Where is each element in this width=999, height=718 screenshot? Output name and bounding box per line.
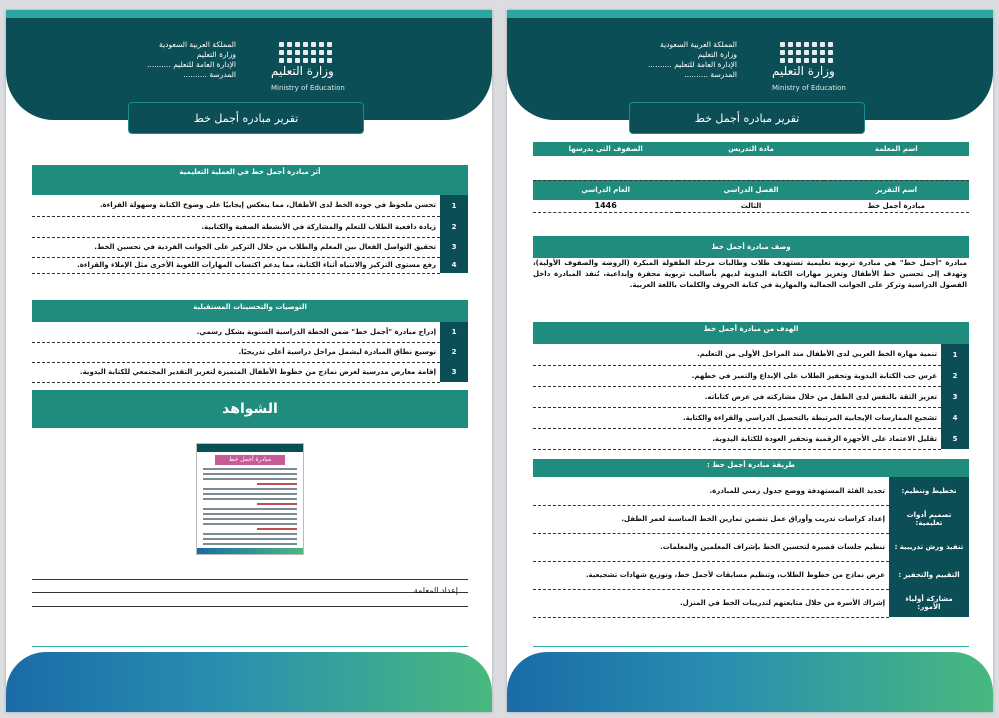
row-number: 4	[941, 407, 969, 428]
logo-dots-icon	[780, 42, 833, 63]
school-line: المدرسة ..........	[684, 70, 737, 79]
subject-value	[678, 156, 823, 180]
row-text: رفع مستوى التركيز والانتباه أثناء الكتابة، مما يدعم اكتساب المهارات اللغوية الأخرى مثل الإملاء والقراءة.	[32, 257, 440, 273]
ministry-logo	[772, 42, 862, 100]
logo-arabic-text: وزارة التعليم	[271, 64, 334, 78]
teacher-name-value	[824, 156, 969, 180]
row-text: إقامة معارض مدرسية لعرض نماذج من خطوط الأطفال المتميزة لتعزيز التقدير المجتمعي للكتابة اليدوية.	[32, 362, 440, 382]
row-number: 1	[941, 344, 969, 365]
directorate-line: الإدارة العامة للتعليم ..........	[146, 60, 236, 69]
row-text: غرس حب الكتابة اليدوية وتحفيز الطلاب على الإبداع والتميز في خطهم.	[533, 365, 941, 386]
row-text: تعزيز الثقة بالنفس لدى الطفل من خلال مشاركته في عرض كتاباته.	[533, 386, 941, 407]
table-row	[32, 195, 468, 216]
directorate-line: الإدارة العامة للتعليم ..........	[647, 60, 737, 69]
school-line: المدرسة ..........	[183, 70, 236, 79]
method-text: إشراك الأسرة من خلال متابعتهم لتدريبات الخط في المنزل.	[533, 589, 889, 617]
table-row	[32, 362, 468, 382]
recommendations-heading: التوصيات والتحسينات المستقبلية	[32, 300, 468, 314]
method-text: تحديد الفئة المستهدفة ووضع جدول زمني للمبادرة.	[533, 477, 889, 505]
row-number: 2	[941, 365, 969, 386]
teacher-name-label: اسم المعلمة	[824, 142, 969, 156]
row-text: تقليل الاعتماد على الأجهزة الرقمية وتحفيز العودة للكتابة اليدوية.	[533, 428, 941, 449]
row-number: 2	[440, 216, 468, 237]
table-row	[32, 257, 468, 273]
table-row	[533, 344, 969, 365]
table-row	[533, 533, 969, 561]
evidence-thumbnail[interactable]	[196, 443, 304, 555]
method-text: عرض نماذج من خطوط الطلاب، وتنظيم مسابقات لأجمل خط، وتوزيع شهادات تشجيعية.	[533, 561, 889, 589]
kingdom-info	[637, 40, 737, 80]
kingdom-info	[136, 40, 236, 80]
method-text: إعداد كراسات تدريب وأوراق عمل تتضمن تمارين الخط المناسبة لعمر الطفل.	[533, 505, 889, 533]
header-accent-line	[507, 10, 993, 18]
row-number: 1	[440, 195, 468, 216]
report-title: تقرير مبادره أجمل خط	[629, 102, 865, 134]
row-text: تحقيق التواصل الفعال بين المعلم والطلاب من خلال التركيز على الجوانب الفردية في تحسين الخط.	[32, 237, 440, 257]
table-row	[32, 342, 468, 362]
table-row	[533, 428, 969, 449]
ministry-line: وزارة التعليم	[697, 50, 737, 59]
report-page-left	[6, 10, 492, 712]
subject-label: مادة التدريس	[678, 142, 823, 156]
logo-english-text: Ministry of Education	[772, 84, 846, 92]
method-label: التقييم والتحفيز :	[889, 561, 969, 589]
prepared-by-label: إعداد المعلمة	[413, 586, 458, 595]
page-footer	[507, 652, 993, 712]
table-row	[533, 561, 969, 589]
method-heading: طريقة مبادرة أجمل خط :	[533, 459, 969, 471]
ministry-logo	[271, 42, 361, 100]
logo-dots-icon	[279, 42, 332, 63]
row-text: تحسن ملحوظ في جودة الخط لدى الأطفال، مما ينعكس إيجابيًا على وضوح الكتابة وسهولة القراءة.	[32, 195, 440, 216]
logo-arabic-text: وزارة التعليم	[772, 64, 835, 78]
description-heading: وصف مبادرة أجمل خط	[533, 236, 969, 258]
row-number: 2	[440, 342, 468, 362]
row-text: توسيع نطاق المبادرة ليشمل مراحل دراسية أعلى تدريجيًا.	[32, 342, 440, 362]
table-row	[32, 237, 468, 257]
method-label: تخطيط وتنظيم:	[889, 477, 969, 505]
method-text: تنظيم جلسات قصيرة لتحسين الخط بإشراف المعلمين والمعلمات.	[533, 533, 889, 561]
semester-value: الثالث	[678, 200, 823, 212]
page-footer	[6, 652, 492, 712]
row-number: 4	[440, 257, 468, 273]
impact-heading: أثر مبادرة أجمل خط في العملية التعليمية	[32, 165, 468, 179]
table-row	[533, 407, 969, 428]
goals-heading: الهدف من مبادرة أجمل خط	[533, 322, 969, 336]
row-number: 3	[440, 362, 468, 382]
report-title: تقرير مبادره أجمل خط	[128, 102, 364, 134]
report-info-table	[533, 142, 969, 213]
row-number: 3	[440, 237, 468, 257]
row-number: 5	[941, 428, 969, 449]
logo-english-text: Ministry of Education	[271, 84, 345, 92]
thumbnail-title: مبادرة أجمل خط	[215, 455, 285, 465]
header-accent-line	[6, 10, 492, 18]
method-table	[533, 459, 969, 618]
row-text: تنمية مهارة الخط العربي لدى الأطفال منذ المراحل الأولى من التعليم.	[533, 344, 941, 365]
description-text: مبادرة "أجمل خط" هي مبادرة تربوية تعليمية تستهدف طلاب وطالبات مرحلة الطفولة المبكرة (الروضة والصفوف الأولية)، وتهدف إلى تحسين خط الأطفال وتعزيز مهارات الكتابة اليدوية لديهم بأساليب تربوية محفزة وإبداعية، تُنفذ المبادرة داخل الفصول الدراسية وتركز على الجوانب الجمالية والمهارية في كتابة الحروف والكلمات باللغة العربية.	[533, 259, 967, 289]
school-year-value: 1446	[533, 200, 678, 212]
kingdom-line: المملكة العربية السعودية	[159, 40, 236, 49]
evidence-heading: الشواهد	[32, 390, 468, 428]
method-label: تنفيذ ورش تدريبية :	[889, 533, 969, 561]
grades-value	[533, 156, 678, 180]
row-number: 1	[440, 322, 468, 342]
row-text: إدراج مبادرة "أجمل خط" ضمن الخطة الدراسية السنوية بشكل رسمي.	[32, 322, 440, 342]
grades-label: الصفوف التي يدرسها	[533, 142, 678, 156]
table-row	[533, 477, 969, 505]
row-text: تشجيع الممارسات الإيجابية المرتبطة بالتحصيل الدراسي والقراءة والكتابة.	[533, 407, 941, 428]
method-label: تصميم أدوات تعليمية:	[889, 505, 969, 533]
table-row	[32, 322, 468, 342]
table-row	[533, 365, 969, 386]
prepared-by-box	[32, 579, 468, 607]
table-row	[533, 386, 969, 407]
table-row	[533, 589, 969, 617]
description-heading-table	[533, 236, 969, 258]
table-row	[32, 216, 468, 237]
report-page-right	[507, 10, 993, 712]
table-row	[533, 505, 969, 533]
row-number: 3	[941, 386, 969, 407]
impact-table	[32, 165, 468, 274]
kingdom-line: المملكة العربية السعودية	[660, 40, 737, 49]
semester-label: الفصل الدراسي	[678, 180, 823, 200]
report-name-label: اسم التقرير	[824, 180, 969, 200]
method-label: مشاركة أولياء الأمور:	[889, 589, 969, 617]
recommendations-table	[32, 300, 468, 383]
ministry-line: وزارة التعليم	[196, 50, 236, 59]
row-text: زيادة دافعية الطلاب للتعلم والمشاركة في الأنشطة الصفية والكتابية.	[32, 216, 440, 237]
school-year-label: العام الدراسي	[533, 180, 678, 200]
goals-table	[533, 322, 969, 450]
report-name-value: مبادرة أجمل خط	[824, 200, 969, 212]
